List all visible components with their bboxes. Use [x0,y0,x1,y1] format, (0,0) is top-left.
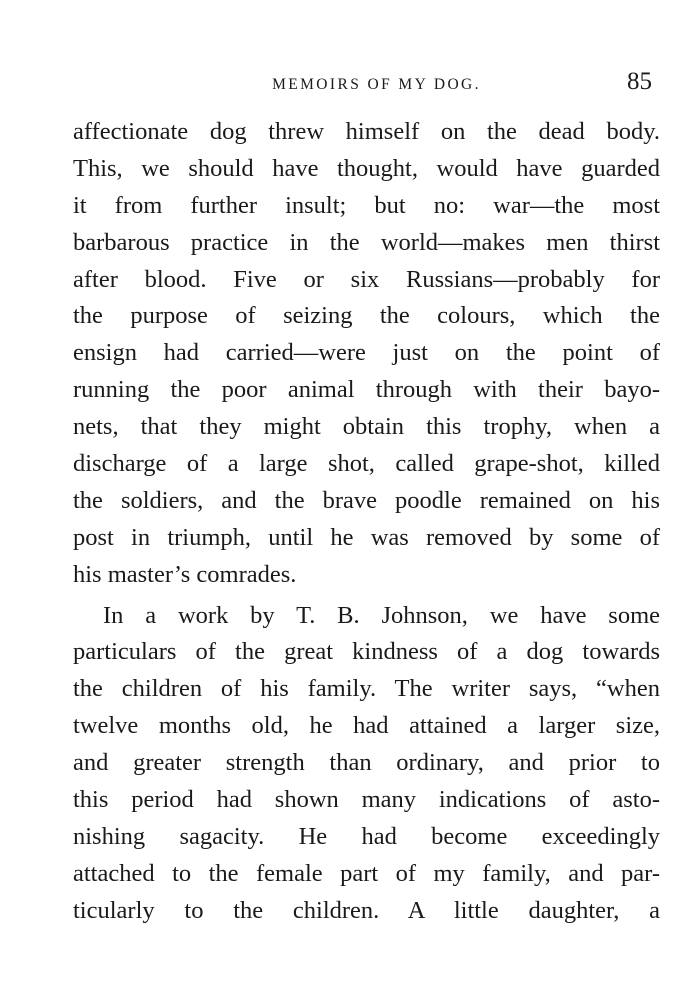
text-line: affectionate dog threw himself on the dead body. [73,118,660,145]
text-line: post in triumph, until he was removed by some of [73,523,660,551]
text-line: running the poor animal through with their bayo- [73,376,660,404]
text-line: nishing sagacity. He had become exceedingly [73,822,660,850]
body-text [73,114,660,930]
text-line: the soldiers, and the brave poodle remained on his [73,486,660,514]
text-line: attached to the female part of my family, and par- [73,859,660,887]
text-line: This, we should have thought, would have guarded [73,154,660,182]
text-line: the children of his family. The writer says, “when [73,675,660,703]
text-line: discharge of a large shot, called grape-shot, killed [73,450,660,478]
text-line: and greater strength than ordinary, and prior to [73,749,660,777]
text-line: it from further insult; but no: war—the most [73,191,660,219]
running-head-title: MEMOIRS OF MY DOG. [272,76,481,93]
text-line: barbarous practice in the world—makes men thirst [73,228,660,256]
text-line: his master’s comrades. [73,560,297,588]
paragraph [73,598,660,930]
text-line: after blood. Five or six Russians—probably for [73,265,660,293]
text-line: particulars of the great kindness of a dog towards [73,638,660,666]
paragraph [73,114,660,594]
text-line: the purpose of seizing the colours, which the [73,302,660,330]
page-number: 85 [627,68,652,95]
text-line: nets, that they might obtain this trophy, when a [73,413,660,441]
text-line: twelve months old, he had attained a larger size, [73,712,660,740]
text-line: ensign had carried—were just on the point of [73,339,660,367]
text-line: In a work by T. B. Johnson, we have some [103,601,660,629]
running-head [73,68,660,102]
text-line: this period had shown many indications of asto- [73,786,660,814]
text-line: ticularly to the children. A little daughter, a [73,896,660,924]
